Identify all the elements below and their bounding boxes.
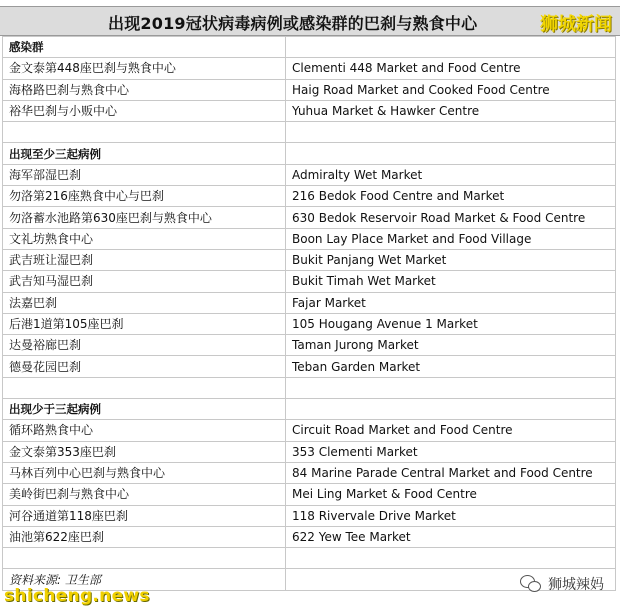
market-name-zh: 油池第622座巴刹 — [3, 526, 286, 547]
market-name-zh: 达曼裕廊巴刹 — [3, 335, 286, 356]
market-name-zh: 勿洛第216座熟食中心与巴刹 — [3, 186, 286, 207]
blank-cell — [3, 122, 286, 143]
table-row — [3, 79, 616, 100]
market-name-en: Taman Jurong Market — [286, 335, 616, 356]
market-name-en: 622 Yew Tee Market — [286, 526, 616, 547]
market-name-en: 630 Bedok Reservoir Road Market & Food Centre — [286, 207, 616, 228]
market-name-en: Teban Garden Market — [286, 356, 616, 377]
market-name-en: Bukit Panjang Wet Market — [286, 249, 616, 270]
market-name-en: Clementi 448 Market and Food Centre — [286, 58, 616, 79]
market-name-zh: 河谷通道第118座巴刹 — [3, 505, 286, 526]
table-row — [3, 484, 616, 505]
market-name-zh: 德曼花园巴刹 — [3, 356, 286, 377]
table-row — [3, 313, 616, 334]
blank-cell — [286, 37, 616, 58]
section-heading: 出现至少三起病例 — [3, 143, 286, 164]
table-row — [3, 164, 616, 185]
table-row — [3, 356, 616, 377]
blank-cell — [286, 548, 616, 569]
table-row — [3, 249, 616, 270]
market-name-zh: 武吉班让湿巴刹 — [3, 249, 286, 270]
market-name-zh: 金文泰第353座巴刹 — [3, 441, 286, 462]
blank-cell — [3, 548, 286, 569]
market-name-en: Haig Road Market and Cooked Food Centre — [286, 79, 616, 100]
table-row — [3, 207, 616, 228]
section-heading-row — [3, 399, 616, 420]
title-bar — [0, 6, 620, 36]
market-name-zh: 勿洛蓄水池路第630座巴刹与熟食中心 — [3, 207, 286, 228]
page-title: 出现2019冠状病毒病例或感染群的巴刹与熟食中心 — [108, 14, 478, 33]
market-name-zh: 马林百列中心巴刹与熟食中心 — [3, 462, 286, 483]
market-name-zh: 金文泰第448座巴刹与熟食中心 — [3, 58, 286, 79]
market-name-zh: 后港1道第105座巴刹 — [3, 313, 286, 334]
market-name-en: Bukit Timah Wet Market — [286, 271, 616, 292]
table-row — [3, 441, 616, 462]
market-name-zh: 裕华巴刹与小贩中心 — [3, 100, 286, 121]
market-name-en: 118 Rivervale Drive Market — [286, 505, 616, 526]
market-name-zh: 海军部湿巴刹 — [3, 164, 286, 185]
market-table — [2, 36, 616, 591]
market-name-en: Mei Ling Market & Food Centre — [286, 484, 616, 505]
table-row — [3, 228, 616, 249]
market-name-en: Admiralty Wet Market — [286, 164, 616, 185]
market-name-en: 105 Hougang Avenue 1 Market — [286, 313, 616, 334]
market-name-en: Yuhua Market & Hawker Centre — [286, 100, 616, 121]
table-row — [3, 505, 616, 526]
blank-cell — [286, 399, 616, 420]
blank-cell — [286, 377, 616, 398]
section-heading: 出现少于三起病例 — [3, 399, 286, 420]
table-row — [3, 420, 616, 441]
watermark-right — [520, 574, 604, 594]
market-name-en: 353 Clementi Market — [286, 441, 616, 462]
source-note: 资料来源: 卫生部 — [3, 569, 286, 590]
table-row — [3, 335, 616, 356]
market-name-zh: 文礼坊熟食中心 — [3, 228, 286, 249]
market-name-zh: 武吉知马湿巴刹 — [3, 271, 286, 292]
table-row — [3, 462, 616, 483]
section-heading-row — [3, 37, 616, 58]
blank-cell — [286, 143, 616, 164]
market-name-zh: 美岭街巴刹与熟食中心 — [3, 484, 286, 505]
table-row — [3, 526, 616, 547]
market-name-en: 216 Bedok Food Centre and Market — [286, 186, 616, 207]
wechat-icon — [520, 575, 542, 593]
market-name-en: 84 Marine Parade Central Market and Food Centre — [286, 462, 616, 483]
table-row — [3, 292, 616, 313]
table-row — [3, 100, 616, 121]
brand-logo: 狮城新闻 — [540, 14, 612, 35]
watermark-left: shicheng.news — [4, 586, 150, 606]
blank-cell — [286, 122, 616, 143]
blank-row — [3, 377, 616, 398]
market-name-zh: 海格路巴刹与熟食中心 — [3, 79, 286, 100]
blank-row — [3, 548, 616, 569]
market-name-en: Boon Lay Place Market and Food Village — [286, 228, 616, 249]
section-heading: 感染群 — [3, 37, 286, 58]
section-heading-row — [3, 143, 616, 164]
market-name-zh: 法嘉巴刹 — [3, 292, 286, 313]
watermark-right-text: 狮城辣妈 — [548, 577, 604, 593]
market-name-en: Circuit Road Market and Food Centre — [286, 420, 616, 441]
market-name-en: Fajar Market — [286, 292, 616, 313]
blank-row — [3, 122, 616, 143]
table-row — [3, 271, 616, 292]
table-row — [3, 186, 616, 207]
blank-cell — [3, 377, 286, 398]
market-name-zh: 循环路熟食中心 — [3, 420, 286, 441]
table-row — [3, 58, 616, 79]
